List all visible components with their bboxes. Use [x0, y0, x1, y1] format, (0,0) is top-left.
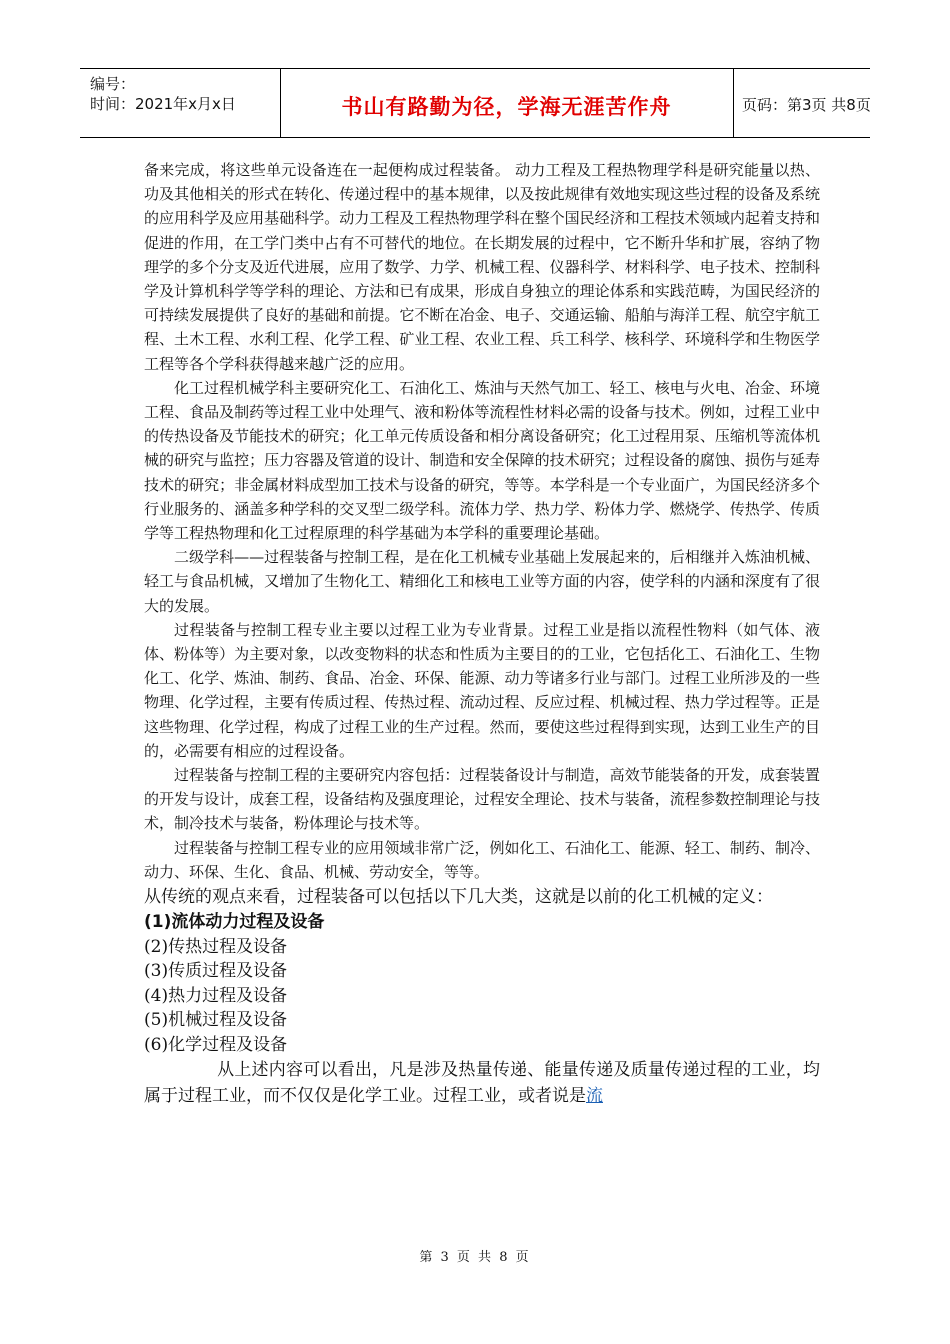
document-date-label: 时间：2021年x月x日 [90, 95, 236, 113]
list-item: (1)流体动力过程及设备 [144, 912, 325, 933]
paragraph-4: 过程装备与控制工程专业主要以过程工业为专业背景。过程工业是指以流程性物料（如气体、液体、粉体等）为主要对象，以改变物料的状态和性质为主要目的的工业，它包括化工、石油化工、生物化工、化学、炼油、制药、食品、冶金、环保、能源、动力等诸多行业与部门。过程工业所涉及的一些物理、化学过程，主要有传质过程、传热过程、流动过程、反应过程、机械过程、热力学过程等。正是这些物理、化学过程，构成了过程工业的生产过程。然而，要使这些过程得到实现，达到工业生产的目的，必需要有相应的过程设备。 [144, 620, 820, 760]
list-item: (3)传质过程及设备 [144, 961, 288, 982]
intro-paragraph: 从传统的观点来看，过程装备可以包括以下几大类，这就是以前的化工机械的定义： [144, 887, 773, 908]
header-meta [80, 69, 281, 137]
paragraph-6: 过程装备与控制工程专业的应用领域非常广泛，例如化工、石油化工、能源、轻工、制药、制冷、动力、环保、生化、食品、机械、劳动安全，等等。 [144, 838, 820, 881]
conclusion-link[interactable]: 流 [586, 1086, 603, 1107]
conclusion-paragraph [144, 1057, 820, 1109]
header-page-code: 页码：第3页 共8页 [742, 96, 871, 114]
list-item: (5)机械过程及设备 [144, 1010, 288, 1031]
header-motto-cell [280, 69, 734, 137]
page-header [80, 68, 870, 138]
paragraph-5: 过程装备与控制工程的主要研究内容包括：过程装备设计与制造，高效节能装备的开发，成套装置的开发与设计，成套工程，设备结构及强度理论，过程安全理论、技术与装备，流程参数控制理论与技术，制冷技术与装备，粉体理论与技术等。 [144, 766, 820, 833]
list-item: (2)传热过程及设备 [144, 936, 288, 957]
header-motto: 书山有路勤为径，学海无涯苦作舟 [341, 95, 672, 119]
header-page-cell [734, 69, 870, 137]
list-item: (6)化学过程及设备 [144, 1034, 288, 1055]
page-footer: 第 3 页 共 8 页 [419, 1250, 531, 1265]
document-body [144, 158, 820, 1109]
paragraph-1: 备来完成，将这些单元设备连在一起便构成过程装备。 动力工程及工程热物理学科是研究能量以热、功及其他相关的形式在转化、传递过程中的基本规律，以及按此规律有效地实现这些过程的设备及系统的应用科学及应用基础科学。动力工程及工程热物理学科在整个国民经济和工程技术领域内起着支持和促进的作用，在工学门类中占有不可替代的地位。在长期发展的过程中，它不断升华和扩展，容纳了物理学的多个分支及近代进展，应用了数学、力学、机械工程、仪器科学、材料科学、电子技术、控制科学及计算机科学等学科的理论、方法和已有成果，形成自身独立的理论体系和实践范畴，为国民经济的可持续发展提供了良好的基础和前提。它不断在冶金、电子、交通运输、船舶与海洋工程、航空宇航工程、土木工程、水利工程、化学工程、矿业工程、农业工程、兵工科学、核科学、环境科学和生物医学工程等各个学科获得越来越广泛的应用。 [144, 161, 820, 373]
conclusion-text: 从上述内容可以看出，凡是涉及热量传递、能量传递及质量传递过程的工业，均属于过程工业，而不仅仅是化学工业。过程工业，或者说是 [144, 1060, 820, 1107]
paragraph-3: 二级学科——过程装备与控制工程，是在化工机械专业基础上发展起来的，后相继并入炼油机械、轻工与食品机械，又增加了生物化工、精细化工和核电工业等方面的内容，使学科的内涵和深度有了很大的发展。 [144, 548, 820, 615]
document-number-label: 编号： [90, 75, 136, 93]
paragraph-2: 化工过程机械学科主要研究化工、石油化工、炼油与天然气加工、轻工、核电与火电、冶金、环境工程、食品及制药等过程工业中处理气、液和粉体等流程性材料必需的设备与技术。例如，过程工业中的传热设备及节能技术的研究；化工单元传质设备和相分离设备研究；化工过程用泵、压缩机等流体机械的研究与监控；压力容器及管道的设计、制造和安全保障的技术研究；过程设备的腐蚀、损伤与延寿技术的研究；非金属材料成型加工技术与设备的研究，等等。本学科是一个专业面广，为国民经济多个行业服务的、涵盖多种学科的交叉型二级学科。流体力学、热力学、粉体力学、燃烧学、传热学、传质学等工程热物理和化工过程原理的科学基础为本学科的重要理论基础。 [144, 378, 820, 543]
list-item: (4)热力过程及设备 [144, 985, 288, 1006]
